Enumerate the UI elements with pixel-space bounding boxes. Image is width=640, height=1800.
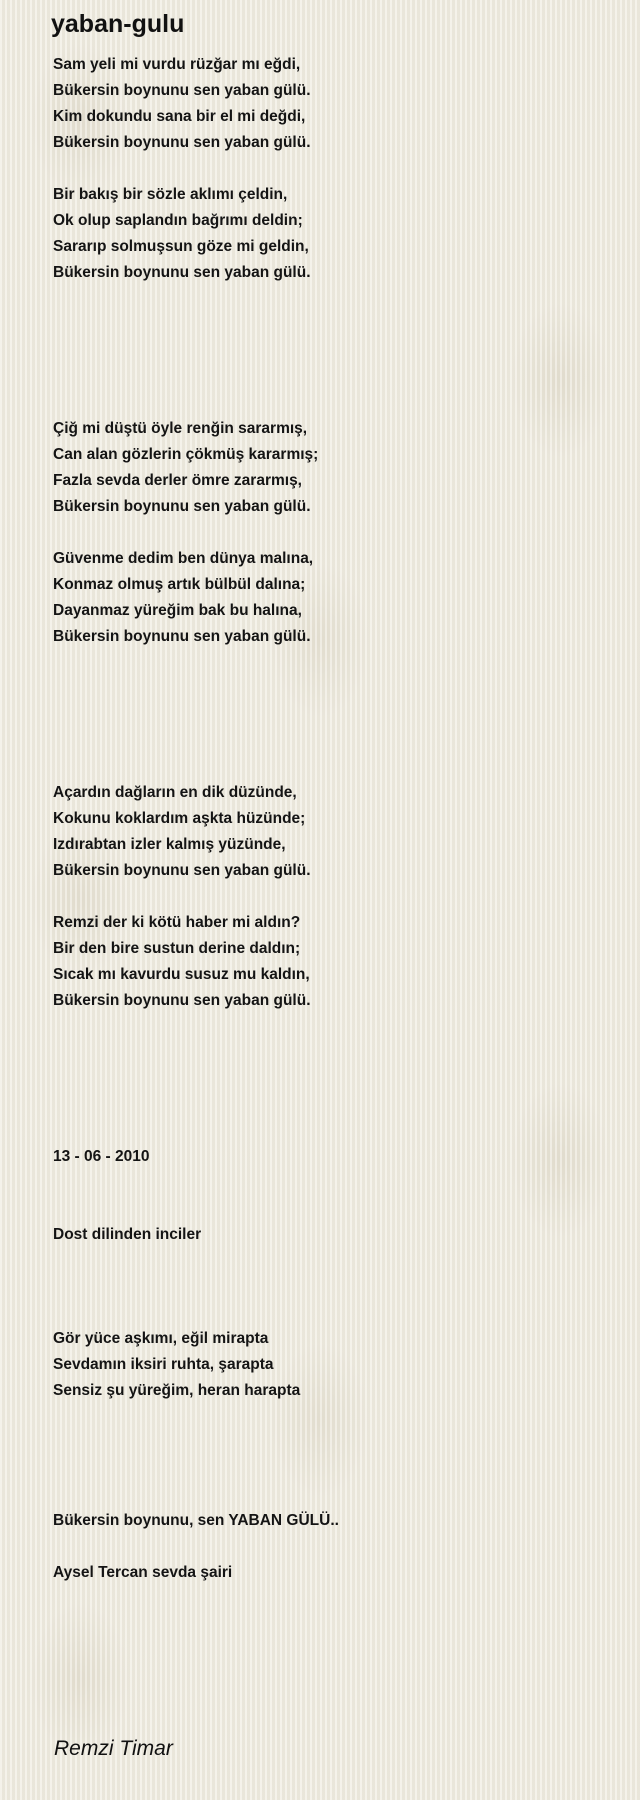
stanza-gap: [53, 702, 613, 728]
stanza-gap: [53, 1430, 613, 1456]
poem-line: Bükersin boynunu sen yaban gülü.: [53, 992, 311, 1009]
stanza-gap: [53, 728, 613, 754]
poem-line: Ok olup saplandın bağrımı deldin;: [53, 212, 303, 229]
poem-line: Sensiz şu yüreğim, heran harapta: [53, 1382, 301, 1399]
stanza-gap: [53, 754, 613, 780]
stanza-gap: [53, 312, 613, 338]
stanza-gap: [53, 1170, 613, 1196]
stanza-gap: [53, 286, 613, 312]
stanza-gap: [53, 364, 613, 390]
stanza-gap: [53, 1274, 613, 1300]
poem-line: Dayanmaz yüreğim bak bu halına,: [53, 602, 302, 619]
poem-line: Sam yeli mi vurdu rüzğar mı eğdi,: [53, 56, 301, 73]
poem-author: Remzi Timar: [54, 1737, 173, 1760]
poem-line: Remzi der ki kötü haber mi aldın?: [53, 914, 301, 931]
poem-line: Bir den bire sustun derine daldın;: [53, 940, 301, 957]
poem-line: Güvenme dedim ben dünya malına,: [53, 550, 314, 567]
poem-line: Açardın dağların en dik düzünde,: [53, 784, 297, 801]
poem-line: Kim dokundu sana bir el mi değdi,: [53, 108, 306, 125]
poem-line: Bükersin boynunu sen yaban gülü.: [53, 628, 311, 645]
poem-line: Fazla sevda derler ömre zararmış,: [53, 472, 302, 489]
poem-line: Bükersin boynunu, sen YABAN GÜLÜ..: [53, 1512, 339, 1529]
stanza-gap: [53, 520, 613, 546]
stanza-gap: [53, 1092, 613, 1118]
stanza-gap: [53, 1014, 613, 1040]
poem-line: Aysel Tercan sevda şairi: [53, 1564, 233, 1581]
poem-line: Bükersin boynunu sen yaban gülü.: [53, 82, 311, 99]
stanza-gap: [53, 1196, 613, 1222]
poem-line: Çiğ mi düştü öyle renğin sararmış,: [53, 420, 308, 437]
poem-line: Dost dilinden inciler: [53, 1226, 202, 1243]
stanza-gap: [53, 884, 613, 910]
stanza-gap: [53, 1482, 613, 1508]
poem-line: Sıcak mı kavurdu susuz mu kaldın,: [53, 966, 310, 983]
stanza-gap: [53, 1404, 613, 1430]
stanza-gap: [53, 650, 613, 676]
poem-body: [53, 52, 613, 1586]
poem-line: 13 - 06 - 2010: [53, 1148, 150, 1165]
stanza-gap: [53, 390, 613, 416]
stanza-gap: [53, 1066, 613, 1092]
poem-line: Gör yüce aşkımı, eğil mirapta: [53, 1330, 269, 1347]
stanza-gap: [53, 1456, 613, 1482]
poem-line: Can alan gözlerin çökmüş kararmış;: [53, 446, 319, 463]
stanza-gap: [53, 338, 613, 364]
stanza-gap: [53, 1040, 613, 1066]
poem-line: Bükersin boynunu sen yaban gülü.: [53, 862, 311, 879]
stanza-gap: [53, 1534, 613, 1560]
poem-line: Bükersin boynunu sen yaban gülü.: [53, 134, 311, 151]
poem-line: Bükersin boynunu sen yaban gülü.: [53, 498, 311, 515]
stanza-gap: [53, 1300, 613, 1326]
poem-line: Bükersin boynunu sen yaban gülü.: [53, 264, 311, 281]
poem-line: Sevdamın iksiri ruhta, şarapta: [53, 1356, 274, 1373]
poem-line: Izdırabtan izler kalmış yüzünde,: [53, 836, 286, 853]
poem-line: Kokunu koklardım aşkta hüzünde;: [53, 810, 306, 827]
poem-line: Bir bakış bir sözle aklımı çeldin,: [53, 186, 288, 203]
stanza-gap: [53, 1118, 613, 1144]
stanza-gap: [53, 1248, 613, 1274]
stanza-gap: [53, 156, 613, 182]
poem-line: Konmaz olmuş artık bülbül dalına;: [53, 576, 306, 593]
poem-title: yaban-gulu: [51, 10, 185, 38]
poem-line: Sararıp solmuşsun göze mi geldin,: [53, 238, 309, 255]
stanza-gap: [53, 676, 613, 702]
